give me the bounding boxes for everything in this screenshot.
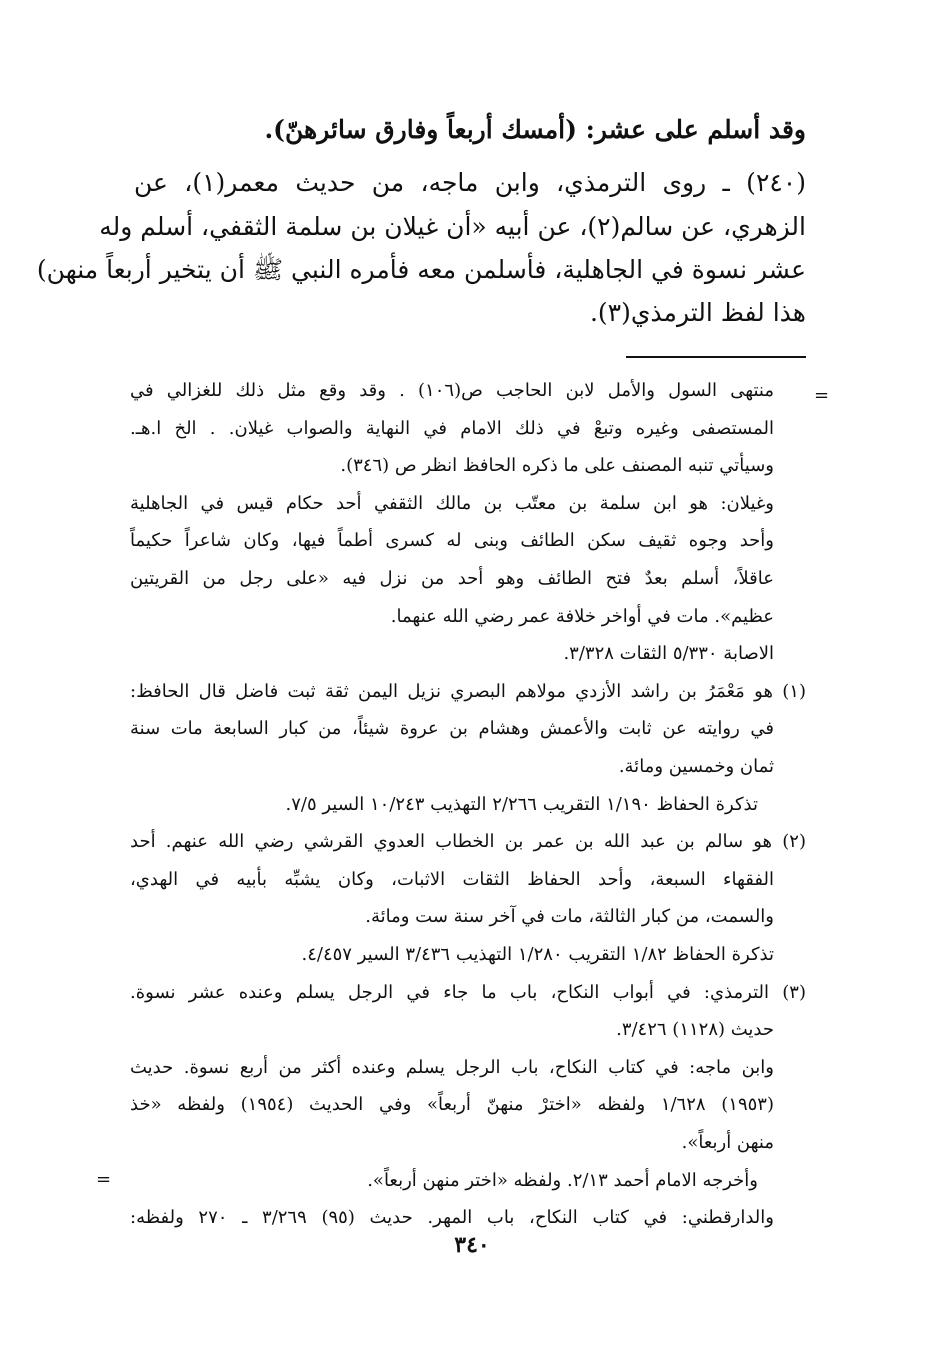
footnote-line: وسيأتي تنبه المصنف على ما ذكره الحافظ انظر ص (٣٤٦). — [340, 455, 774, 476]
footnote-line: الفقهاء السبعة، وأحد الحفاظ الثقات الاثبات، وكان يشبِّه بأبيه في الهدي، — [130, 869, 774, 890]
main-text-line: الزهري، عن سالم(٢)، عن أبيه «أن غيلان بن سلمة الثقفي، أسلم وله — [99, 212, 806, 241]
continuation-mark-top: = — [814, 385, 830, 406]
main-text-line: هذا لفظ الترمذي(٣). — [589, 298, 806, 327]
footnote-line: والسمت، من كبار الثالثة، مات في آخر سنة ست ومائة. — [365, 906, 774, 927]
footnote-line: عاقلاً، أسلم بعدٌ فتح الطائف وهو أحد من نزل فيه «على رجل من القريتين — [130, 568, 774, 589]
main-text-line: عشر نسوة في الجاهلية، فأسلمن معه فأمره النبي ﷺ أن يتخير أربعاً منهن) — [36, 255, 806, 284]
footnote-line: الاصابة ٥/٣٣٠ الثقات ٣/٣٢٨. — [563, 643, 774, 664]
continuation-mark-bottom: = — [96, 1169, 112, 1190]
footnote-line: تذكرة الحفاظ ١/٨٢ التقريب ١/٢٨٠ التهذيب ٣/٤٣٦ السير ٤/٤٥٧. — [301, 944, 774, 965]
footnote-line: منهن أربعاً». — [681, 1132, 774, 1153]
footnote-line: (١) هو مَعْمَرُ بن راشد الأزدي مولاهم البصري نزيل اليمن ثقة ثبت فاضل قال الحافظ: — [130, 681, 806, 702]
main-text-line: (٢٤٠) ـ روى الترمذي، وابن ماجه، من حديث معمر(١)، عن — [134, 168, 806, 197]
main-heading-line: وقد أسلم على عشر: (أمسك أربعاً وفارق سائرهنّ). — [264, 115, 806, 144]
footnote-separator — [626, 356, 806, 358]
footnote-line: وأخرجه الامام أحمد ٢/١٣. ولفظه «اختر منهن أربعاً». — [367, 1170, 758, 1191]
footnote-line: وابن ماجه: في كتاب النكاح، باب الرجل يسلم وعنده أكثر من أربع نسوة. حديث — [130, 1057, 774, 1078]
footnote-line: (٢) هو سالم بن عبد الله بن عمر بن الخطاب العدوي القرشي رضي الله عنهم. أحد — [130, 831, 806, 852]
footnote-line: حديث (١١٢٨) ٣/٤٢٦. — [616, 1019, 774, 1040]
footnote-line: (٣) الترمذي: في أبواب النكاح، باب ما جاء في الرجل يسلم وعنده عشر نسوة. — [130, 982, 806, 1003]
footnote-line: في روايته عن ثابت والأعمش وهشام بن عروة شيئاً، من كبار السابعة مات سنة — [130, 718, 774, 739]
footnote-line: تذكرة الحفاظ ١/١٩٠ التقريب ٢/٢٦٦ التهذيب ١٠/٢٤٣ السير ٧/٥. — [285, 794, 758, 815]
footnote-line: ثمان وخمسين ومائة. — [618, 756, 774, 777]
footnote-line: منتهى السول والأمل لابن الحاجب ص(١٠٦) . وقد وقع مثل ذلك للغزالي في — [130, 380, 774, 401]
page-number: ٣٤٠ — [454, 1232, 490, 1258]
footnote-line: وأحد وجوه ثقيف سكن الطائف وبنى له كسرى أطماً فيها، وكان شاعراً حكيماً — [130, 530, 774, 551]
footnote-line: وغيلان: هو ابن سلمة بن معتّب بن مالك الثقفي أحد حكام قيس في الجاهلية — [130, 493, 774, 514]
footnote-line: المستصفى وغيره وتبعْ في ذلك الامام في النهاية والصواب غيلان. . الخ ا.هـ. — [130, 418, 774, 439]
footnote-line: والدارقطني: في كتاب النكاح، باب المهر. حديث (٩٥) ٣/٢٦٩ ـ ٢٧٠ ولفظه: — [130, 1207, 774, 1228]
footnote-line: (١٩٥٣) ١/٦٢٨ ولفظه «اخترْ منهنّ أربعاً» وفي الحديث (١٩٥٤) ولفظه «خذ — [130, 1094, 774, 1115]
footnote-line: عظيم». مات في أواخر خلافة عمر رضي الله عنهما. — [390, 606, 774, 627]
